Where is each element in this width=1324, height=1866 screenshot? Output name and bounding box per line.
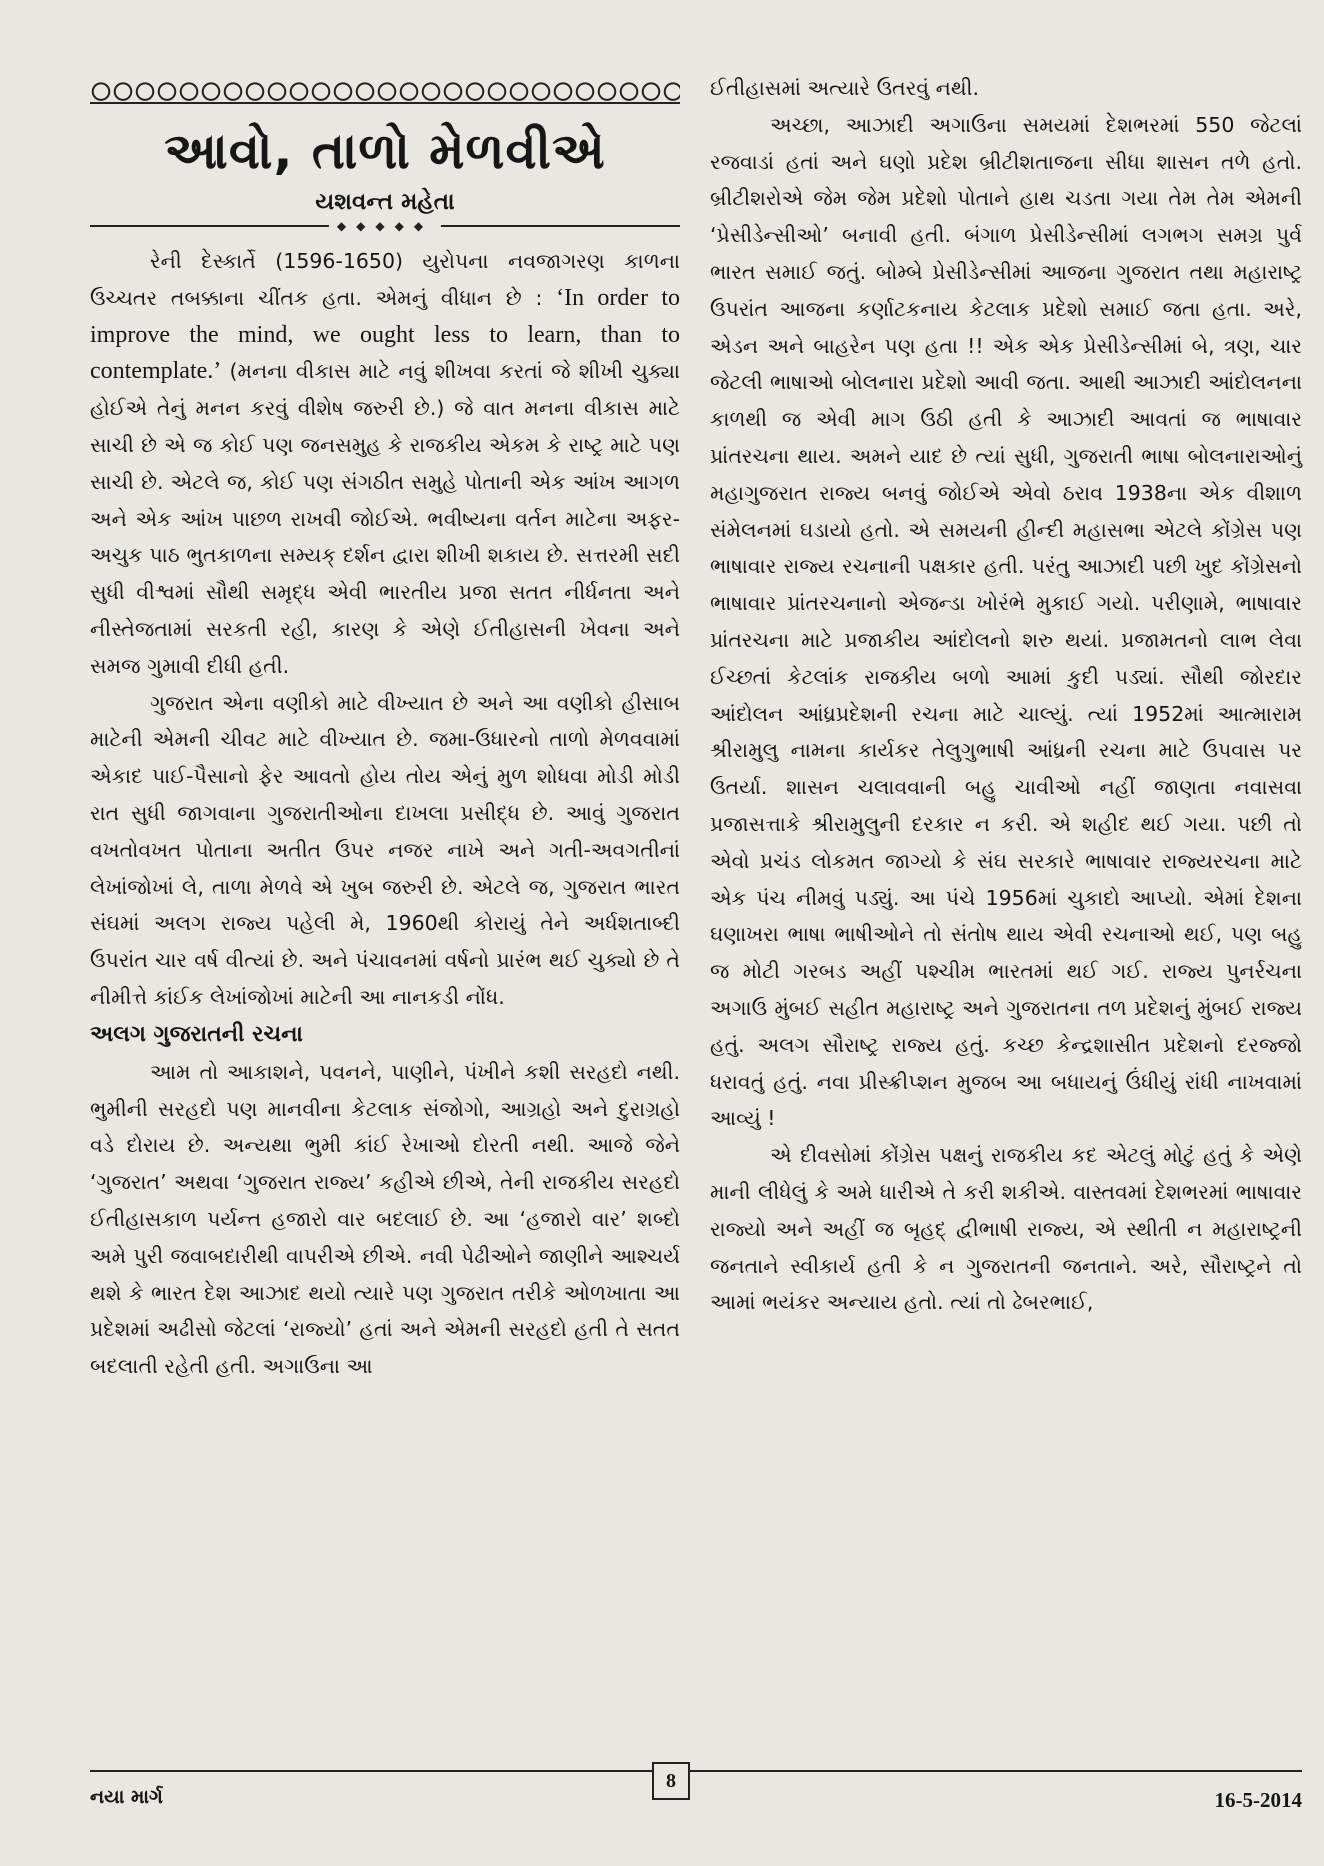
page-number: 8	[652, 1762, 690, 1800]
paragraph-4: અચ્છા, આઝાદી અગાઉના સમયમાં દેશભરમાં 550 જેટલાં રજવાડાં હતાં અને ઘણો પ્રદેશ બ્રીટીશતાજના સીધા શાસન તળે હતો. બ્રીટીશરોએ જેમ જેમ પ્રદેશો પોતાને હાથ ચડતા ગયા તેમ તેમ એમની ‘પ્રેસીડેન્સીઓ’ બનાવી હતી. બંગાળ પ્રેસીડેન્સીમાં લગભગ સમગ્ર પુર્વ ભારત સમાઈ જતું. બોમ્બે પ્રેસીડેન્સીમાં આજના ગુજરાત તથા મહારાષ્ટ્ર ઉપરાંત આજના કર્ણાટકનાય કેટલાક પ્રદેશો સમાઈ જતા હતા. અરે, એડન અને બાહરેન પણ હતા !! એક એક પ્રેસીડેન્સીમાં બે, ત્રણ, ચાર જેટલી ભાષાઓ બોલનારા પ્રદેશો આવી જતા. આથી આઝાદી આંદોલનના કાળથી જ એવી માગ ઉઠી હતી કે આઝાદી આવતાં જ ભાષાવાર પ્રાંતરચના થાય. અમને યાદ છે ત્યાં સુધી, ગુજરાતી ભાષા બોલનારાઓનું મહાગુજરાત રાજ્ય બનવું જોઈએ એવો ઠરાવ 1938ના એક વીશાળ સંમેલનમાં ઘડાયો હતો. એ સમયની હીન્દી મહાસભા એટલે કોંગ્રેસ પણ ભાષાવાર રાજ્ય રચનાની પક્ષકાર હતી. પરંતુ આઝાદી પછી ખુદ કોંગ્રેસનો ભાષાવાર પ્રાંતરચનાનો એજન્ડા ખોરંભે મુકાઈ ગયો. પરીણામે, ભાષાવાર પ્રાંતરચના માટે પ્રજાકીય આંદોલનો શરુ થયાં. પ્રજામતનો લાભ લેવા ઈચ્છતાં કેટલાંક રાજકીય બળો આમાં કુદી પડ્યાં. સૌથી જોરદાર આંદોલન આંધ્રપ્રદેશની રચના માટે ચાલ્યું. ત્યાં 1952માં આત્મારામ શ્રીરામુલુ નામના કાર્યકર તેલુગુભાષી આંધ્રની રચના માટે ઉપવાસ પર ઉતર્યા. શાસન ચલાવવાની બહુ ચાવીઓ નહીં જાણતા નવાસવા પ્રજાસત્તાકે શ્રીરામુલુની દરકાર ન કરી. એ શહીદ થઈ ગયા. પછી તો એવો પ્રચંડ લોકમત જાગ્યો કે સંઘ સરકારે ભાષાવાર રાજ્યરચના માટે એક પંચ નીમવું પડ્યું. આ પંચે 1956માં ચુકાદો આપ્યો. એમાં દેશના ઘણાખરા ભાષા ભાષીઓને તો સંતોષ થાય એવી રચનાઓ થઈ, પણ બહુ જ મોટી ગરબડ અહીં પશ્ચીમ ભારતમાં થઈ ગઈ. રાજ્ય પુનર્રચના અગાઉ મુંબઈ સહીત મહારાષ્ટ્ર અને ગુજરાતના તળ પ્રદેશનું મુંબઈ રાજ્ય હતું. અલગ સૌરાષ્ટ્ર રાજ્ય હતું. કચ્છ કેન્દ્રશાસીત પ્રદેશનો દરજ્જો ધરાવતું હતું. નવા પ્રીસ્ક્રીપ્શન મુજબ આ બધાયનું ઉંધીયું રાંધી નાખવામાં આવ્યું !	[710, 112, 1302, 1131]
ornamental-divider: ◆◆◆◆◆	[90, 219, 680, 233]
paragraph-continued: ઈતીહાસમાં અત્યારે ઉતરવું નથી.	[710, 76, 979, 100]
issue-date: 16-5-2014	[1214, 1788, 1302, 1812]
english-quote: ‘In order to improve the mind, we ought less to learn, than to contemplate.’	[90, 284, 680, 385]
section-heading: અલગ ગુજરાતની રચના	[90, 1021, 303, 1047]
quote-intro: રેની દેસ્કાર્તે (1596-1650) યુરોપના નવજાગરણ કાળના ઉચ્ચતર તબક્કાના ચીંતક હતા. એમનું વીધાન છે :	[90, 249, 680, 310]
paragraph-2: ગુજરાત એના વણીકો માટે વીખ્યાત છે અને આ વણીકો હીસાબ માટેની એમની ચીવટ માટે વીખ્યાત છે. જમા-ઉધારનો તાળો મેળવવામાં એકાદ પાઈ-પૈસાનો ફેર આવતો હોય તોય એનું મુળ શોધવા મોડી મોડી રાત સુધી જાગવાના ગુજરાતીઓના દાખલા પ્રસીદ્ધ છે. આવું ગુજરાત વખતોવખત પોતાના અતીત ઉપર નજર નાખે અને ગતી-અવગતીનાં લેખાંજોખાં લે, તાળા મેળવે એ ખુબ જરુરી છે. એટલે જ, ગુજરાત ભારત સંઘમાં અલગ રાજ્ય પહેલી મે, 1960થી કોરાયું તેને અર્ધશતાબ્દી ઉપરાંત ચાર વર્ષ વીત્યાં છે. અને પંચાવનમાં વર્ષનો પ્રારંભ થઈ ચુક્યો છે તે નીમીત્તે કાંઈક લેખાંજોખાં માટેની આ નાનકડી નોંધ.	[90, 690, 680, 1009]
magazine-name: નયા માર્ગ	[90, 1786, 163, 1808]
paragraph-3: આમ તો આકાશને, પવનને, પાણીને, પંખીને કશી સરહદો નથી. ભુમીની સરહદો પણ માનવીના કેટલાક સંજોગો, આગ્રહો અને દુરાગ્રહો વડે દોરાય છે. અન્યથા ભુમી કાંઈ રેખાઓ દોરતી નથી. આજે જેને ‘ગુજરાત’ અથવા ‘ગુજરાત રાજ્ય’ કહીએ છીએ, તેની રાજકીય સરહદો ઈતીહાસકાળ પર્યન્ત હજારો વાર બદલાઈ છે. આ ‘હજારો વાર’ શબ્દો અમે પુરી જવાબદારીથી વાપરીએ છીએ. નવી પેઢીઓને જાણીને આશ્ચર્ય થશે કે ભારત દેશ આઝાદ થયો ત્યારે પણ ગુજરાત તરીકે ઓળખાતા આ પ્રદેશમાં અઢીસો જેટલાં ‘રાજ્યો’ હતાં અને એમની સરહદો હતી તે સતત બદલાતી રહેતી હતી. અગાઉના આ	[90, 1059, 680, 1379]
article-author: યશવન્ત મહેતા	[315, 189, 455, 215]
article-title: આવો, તાળો મેળવીએ	[164, 122, 606, 180]
paragraph-5: એ દીવસોમાં કોંગ્રેસ પક્ષનું રાજકીય કદ એટલું મોટું હતું કે એણે માની લીધેલું કે અમે ધારીએ તે કરી શકીએ. વાસ્તવમાં દેશભરમાં ભાષાવાર રાજ્યો અને અહીં જ બૃહદ્ દ્વીભાષી રાજ્ય, એ સ્થીતી ન મહારાષ્ટ્રની જનતાને સ્વીકાર્ય હતી કે ન ગુજરાતની જનતાને. અરે, સૌરાષ્ટ્રને તો આમાં ભયંકર અન્યાય હતો. ત્યાં તો ઢેબરભાઈ,	[710, 1143, 1302, 1315]
paragraph-intro	[90, 243, 680, 685]
left-column	[90, 70, 680, 1385]
decorative-border	[90, 76, 680, 104]
paragraph-1-rest: (મનના વીકાસ માટે નવું શીખવા કરતાં જે શીખી ચુક્યા હોઈએ તેનું મનન કરવું વીશેષ જરુરી છે.) જે વાત મનના વીકાસ માટે સાચી છે એ જ કોઈ પણ જનસમુહ કે રાજકીય એકમ કે રાષ્ટ્ર માટે પણ સાચી છે. એટલે જ, કોઈ પણ સંગઠીત સમુહે પોતાની એક આંખ આગળ અને એક આંખ પાછળ રાખવી જોઈએ. ભવીષ્યના વર્તન માટેના અફર-અચુક પાઠ ભુતકાળના સમ્યક્ દર્શન દ્વારા શીખી શકાય છે. સત્તરમી સદી સુધી વીશ્વમાં સૌથી સમૃદ્ધ એવી ભારતીય પ્રજા સતત નીર્ધનતા અને નીસ્તેજતામાં સરકતી રહી, કારણ કે એણે ઈતીહાસની ખેવના અને સમજ ગુમાવી દીધી હતી.	[90, 359, 680, 678]
right-column	[710, 70, 1302, 1321]
